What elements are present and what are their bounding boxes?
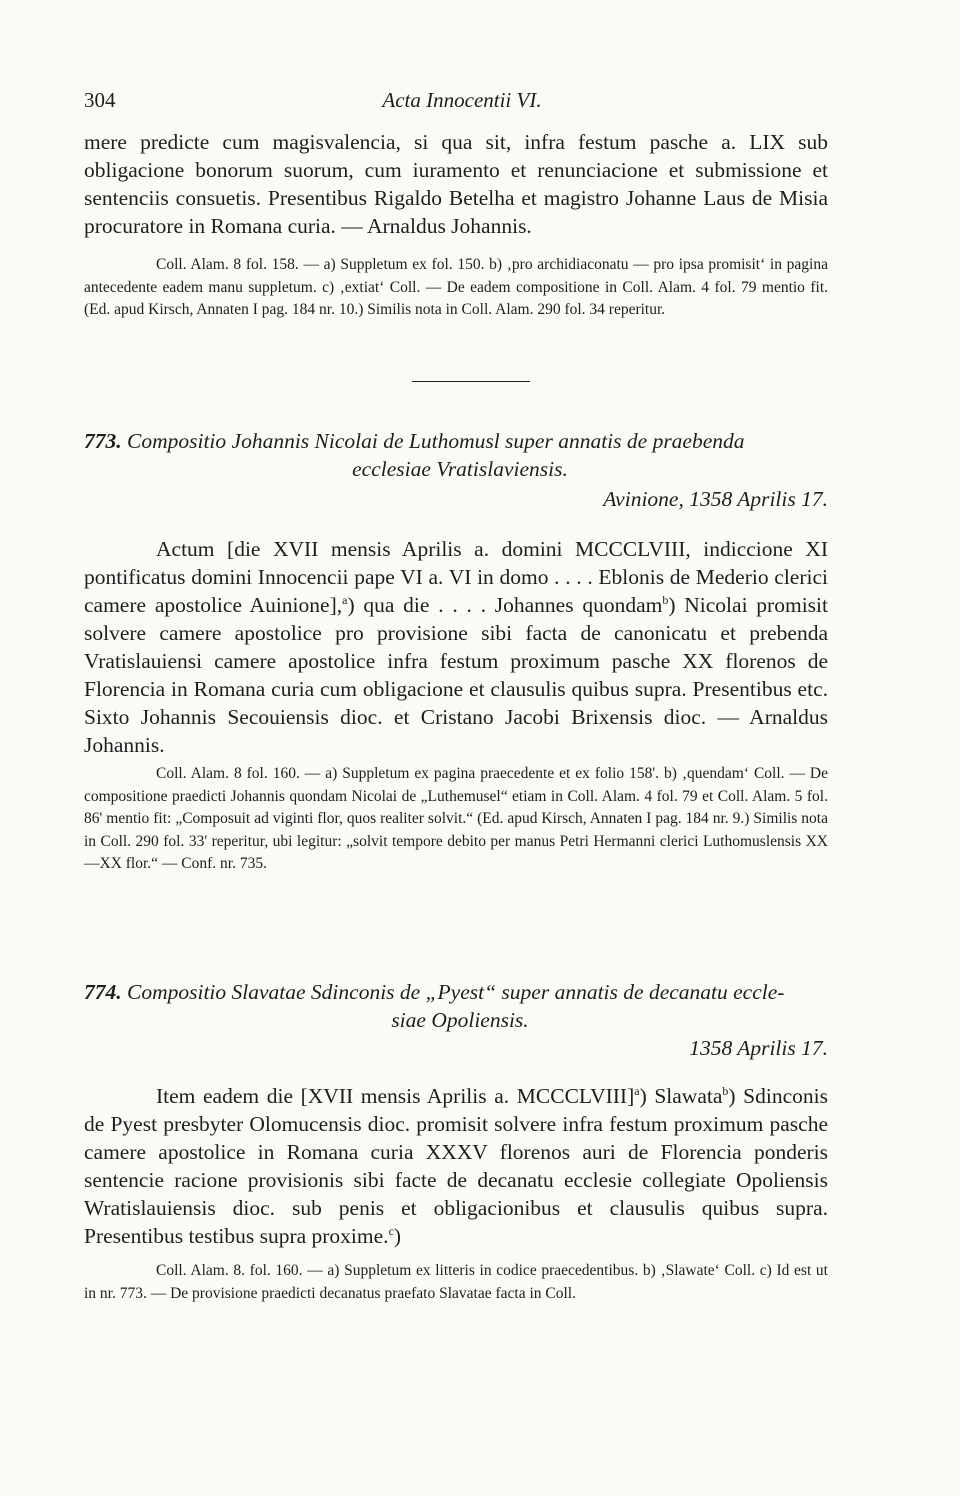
entry-774-body <box>84 1082 828 1250</box>
entry-774-number: 774. <box>84 980 122 1004</box>
footnote-block-774: Coll. Alam. 8. fol. 160. — a) Suppletum ex litteris in codice praecedentibus. b) ‚Slawate‘ Coll. c) Id est ut in nr. 773. — De provisione praedicti decanatus praefato Slavatae facta in Coll. <box>84 1262 828 1302</box>
footnote-ref-a: a <box>634 1083 640 1098</box>
footnote-ref-b: b <box>722 1083 729 1098</box>
section-divider <box>412 381 530 382</box>
continuation-paragraph: mere predicte cum magisvalencia, si qua sit, infra festum pasche a. LIX sub obligacione bonorum suorum, cum iuramento et renunciacione et submissione et sentenciis consuetis. Presentibus Rigaldo Betelha et magistro Johanne Laus de Misia procuratore in Romana curia. — Arnaldus Johannis. <box>84 130 828 238</box>
entry-774-date: 1358 Aprilis 17. <box>689 1036 828 1060</box>
entry-774-title <box>84 978 836 1034</box>
entry-774-body-part1: Item eadem die [XVII mensis Aprilis a. MCCCLVIII] <box>156 1084 635 1108</box>
entry-773-date: Avinione, 1358 Aprilis 17. <box>603 487 828 511</box>
entry-774-title-line2: siae Opoliensis. <box>391 1008 529 1032</box>
page-number: 304 <box>84 88 116 112</box>
entry-774-body-part3: ) Sdinconis de Pyest presbyter Olomucensis dioc. promisit solvere infra festum proximum pasche camere apostolice in Romana curia XXXV florenos auri de Florencia ponderis sentencie racione provisionis sibi facte de decanatu ecclesie collegiate Opoliensis Wratislauiensis dioc. sub penis et obligacionibus et clausulis quibus supra. Presentibus testibus supra proxime. <box>84 1084 828 1248</box>
entry-773-body <box>84 535 828 759</box>
footnote-ref-b: b <box>662 592 669 607</box>
footnote-block-773: Coll. Alam. 8 fol. 160. — a) Suppletum ex pagina praecedente et ex folio 158'. b) ‚quendam‘ Coll. — De compositione praedicti Johannis quondam Nicolai de „Luthemusel“ etiam in Coll. Alam. 4 fol. 79 et Coll. Alam. 5 fol. 86' mentio fit: „Composuit ad viginti flor, quos realiter solvit.“ (Ed. apud Kirsch, Annaten I pag. 184 nr. 9.) Similis nota in Coll. 290 fol. 33' reperitur, ubi legitur: „solvit tempore debito per manus Petri Hermanni clerici Luthomuslensis XX—XX flor.“ — Conf. nr. 735. <box>84 765 828 872</box>
footnote-ref-a: a <box>342 592 348 607</box>
entry-774-body-part2: ) Slawata <box>639 1084 723 1108</box>
running-title: Acta Innocentii VI. <box>382 88 542 112</box>
entry-773-body-part2: ) qua die . . . . Johannes quondam <box>347 593 663 617</box>
entry-773-title-line2: ecclesiae Vratislaviensis. <box>352 457 568 481</box>
footnote-ref-c: c <box>388 1223 394 1238</box>
entry-773-body-part1: Actum [die XVII mensis Aprilis a. domini MCCCLVIII, indiccione XI pontificatus domini Innocencii pape VI a. VI in domo . . . . Eblonis de Mederio clerici camere apostolice Auinione], <box>84 537 828 617</box>
entry-773-number: 773. <box>84 429 122 453</box>
entry-773-body-part3: ) Nicolai promisit solvere camere apostolice pro provisione sibi facta de canonicatu et prebenda Vratislauiensi camere apostolice infra festum proximum pasche XX florenos de Florencia in Romana curia cum obligacione et clausulis quibus supra. Presentibus etc. Sixto Johannis Secouiensis dioc. et Cristano Jacobi Brixensis dioc. — Arnaldus Johannis. <box>84 593 828 757</box>
entry-774-body-part4: ) <box>393 1224 402 1248</box>
entry-774-title-line1: Compositio Slavatae Sdinconis de „Pyest“ super annatis de decanatu eccle- <box>127 980 785 1004</box>
entry-773-title-line1: Compositio Johannis Nicolai de Luthomusl super annatis de praebenda <box>127 429 745 453</box>
entry-773-title <box>84 427 836 483</box>
footnote-block-772: Coll. Alam. 8 fol. 158. — a) Suppletum ex fol. 150. b) ‚pro archidiaconatu — pro ipsa promisit‘ in pagina antecedente eadem manu suppletum. c) ‚extiat‘ Coll. — De eadem compositione in Coll. Alam. 4 fol. 79 mentio fit. (Ed. apud Kirsch, Annaten I pag. 184 nr. 10.) Similis nota in Coll. Alam. 290 fol. 34 reperitur. <box>84 256 828 318</box>
page-header <box>84 88 840 118</box>
